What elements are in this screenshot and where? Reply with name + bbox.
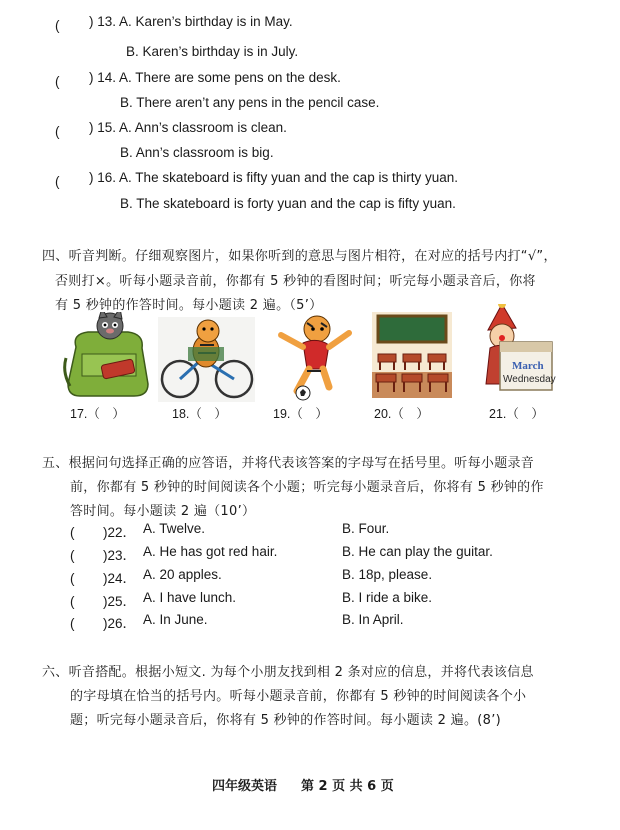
answer-bracket[interactable]: (	[55, 174, 87, 189]
instruction-line: 四、听音判断。仔细观察图片，如果你听到的意思与图片相符，在对应的括号内打“√”，	[42, 249, 557, 264]
option-a: A. Twelve.	[143, 521, 206, 536]
instruction-line: 的字母填在恰当的括号内。听每小题录音前，你都有 5 秒钟的时间阅读各个小	[70, 689, 527, 704]
question-number: )25．	[103, 594, 137, 609]
tiger-playing-football-icon	[263, 313, 356, 401]
answer-bracket[interactable]: (	[55, 18, 87, 33]
answer-bracket[interactable]: (	[70, 548, 102, 563]
option-a: A. 20 apples.	[143, 567, 222, 582]
calendar-month: March	[512, 360, 544, 372]
option-a: A. I have lunch.	[143, 590, 237, 605]
instruction-line: 五、根据问句选择正确的应答语，并将代表该答案的字母写在括号里。听每小题录音	[42, 456, 535, 471]
question-number: 16	[97, 170, 113, 185]
schoolbag-with-cat-icon	[62, 312, 154, 398]
instruction-line: 否则打×。听每小题录音前，你都有 5 秒钟的看图时间；听完每小题录音后，你将	[55, 274, 536, 289]
calendar-day: Wednesday	[503, 374, 556, 385]
option-b: B. The skateboard is forty yuan and the cap is fifty yuan.	[120, 196, 456, 211]
question-number: )23．	[103, 548, 137, 563]
option-b: B. Karen’s birthday is in July.	[126, 44, 299, 59]
instruction-line: 题；听完每小题录音后，你将有 5 秒钟的作答时间。每小题读 2 遍。(8’)	[70, 713, 502, 728]
picture-caption-19[interactable]: 19.（ ）	[273, 407, 328, 421]
tiger-on-bike-icon	[158, 317, 255, 402]
instruction-line: 前，你都有 5 秒钟的时间阅读各个小题；听完每小题录音后，你将有 5 秒钟的作	[70, 480, 544, 495]
option-a: A. He has got red hair.	[143, 544, 278, 559]
picture-caption-21[interactable]: 21.（ ）	[489, 407, 544, 421]
option-a: A. There are some pens on the desk.	[119, 70, 341, 85]
answer-bracket[interactable]: (	[55, 124, 87, 139]
footer-grade: 四年级英语	[212, 779, 278, 794]
answer-bracket[interactable]: (	[55, 74, 87, 89]
answer-bracket[interactable]: (	[70, 571, 102, 586]
picture-caption-17[interactable]: 17.（ ）	[70, 407, 125, 421]
option-b: B. He can play the guitar.	[342, 544, 493, 559]
clown-with-calendar-icon	[470, 304, 558, 398]
option-b: B. I ride a bike.	[342, 590, 433, 605]
option-a: A. In June.	[143, 612, 208, 627]
option-a: A. Karen’s birthday is in May.	[119, 14, 293, 29]
option-a: A. Ann’s classroom is clean.	[119, 120, 287, 135]
question-number: 14	[97, 70, 113, 85]
instruction-line: 六、听音搭配。根据小短文. 为每个小朋友找到相 2 条对应的信息，并将代表该信息	[42, 665, 534, 680]
answer-bracket[interactable]: (	[70, 525, 102, 540]
answer-bracket[interactable]: (	[70, 594, 102, 609]
option-b: B. Ann’s classroom is big.	[120, 145, 274, 160]
question-number: )22．	[103, 525, 137, 540]
option-b: B. There aren’t any pens in the pencil case.	[120, 95, 380, 110]
option-b: B. 18p, please.	[342, 567, 433, 582]
footer-page-number: 第 2 页 共 6 页	[301, 779, 394, 794]
picture-caption-18[interactable]: 18.（ ）	[172, 407, 227, 421]
picture-caption-20[interactable]: 20.（ ）	[374, 407, 429, 421]
instruction-line: 答时间。每小题读 2 遍（10’）	[70, 504, 256, 519]
question-number: 13	[97, 14, 113, 29]
question-number: 15	[97, 120, 113, 135]
option-a: A. The skateboard is fifty yuan and the cap is thirty yuan.	[119, 170, 458, 185]
answer-bracket[interactable]: (	[70, 616, 102, 631]
option-b: B. In April.	[342, 612, 404, 627]
classroom-desks-icon	[372, 312, 452, 398]
question-number: )24．	[103, 571, 137, 586]
option-b: B. Four.	[342, 521, 390, 536]
question-number: )26．	[103, 616, 137, 631]
instruction-line: 有 5 秒钟的作答时间。每小题读 2 遍。（5’）	[55, 298, 323, 313]
